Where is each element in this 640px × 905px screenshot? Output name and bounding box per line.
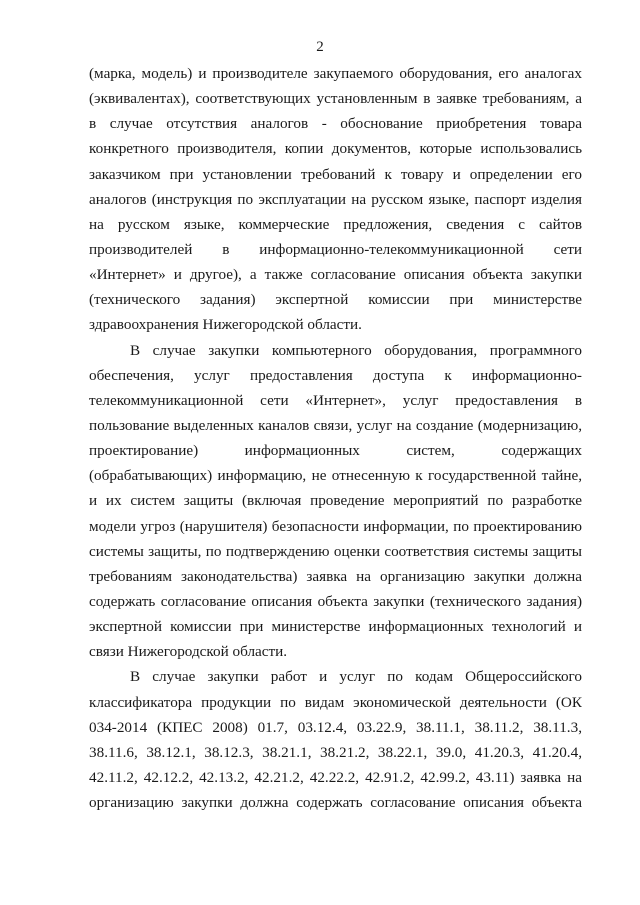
text-line: В случае закупки работ и услуг по кодам Общероссийского <box>130 668 582 686</box>
text-line: (обрабатывающих) информацию, не отнесенную к государственной тайне, <box>89 467 582 485</box>
text-line: заказчиком при установлении требований к товару и определении его <box>89 165 582 183</box>
page-number: 2 <box>316 39 324 55</box>
text-line: организацию закупки должна содержать согласование описания объекта <box>89 794 582 812</box>
text-line: здравоохранения Нижегородской области. <box>89 316 362 334</box>
text-line: на русском языке, коммерческие предложения, сведения с сайтов <box>89 215 582 233</box>
text-line: пользование выделенных каналов связи, услуг на создание (модернизацию, <box>89 416 582 434</box>
paragraph-3 <box>89 664 582 815</box>
paragraph-2 <box>89 338 582 665</box>
text-line: «Интернет» и другое), а также согласование описания объекта закупки <box>89 266 582 284</box>
text-line: обеспечения, услуг предоставления доступа к информационно- <box>89 366 582 384</box>
text-line: производителей в информационно-телекоммуникационной сети <box>89 240 582 258</box>
text-line: 034-2014 (КПЕС 2008) 01.7, 03.12.4, 03.22.9, 38.11.1, 38.11.2, 38.11.3, <box>89 718 582 736</box>
document-body <box>89 61 582 815</box>
text-line: модели угроз (нарушителя) безопасности информации, по проектированию <box>89 517 582 535</box>
text-line: экспертной комиссии при министерстве информационных технологий и <box>89 618 582 636</box>
text-line: содержать согласование описания объекта закупки (технического задания) <box>89 592 582 610</box>
text-line: (эквивалентах), соответствующих установленным в заявке требованиям, а <box>89 90 582 108</box>
text-line: аналогов (инструкция по эксплуатации на русском языке, паспорт изделия <box>89 190 582 208</box>
text-line: 38.11.6, 38.12.1, 38.12.3, 38.21.1, 38.21.2, 38.22.1, 39.0, 41.20.3, 41.20.4, <box>89 743 582 761</box>
text-line: требованиям законодательства) заявка на организацию закупки должна <box>89 567 582 585</box>
text-line: (технического задания) экспертной комиссии при министерстве <box>89 291 582 309</box>
text-line: 42.11.2, 42.12.2, 42.13.2, 42.21.2, 42.22.2, 42.91.2, 42.99.2, 43.11) заявка на <box>89 768 582 786</box>
text-line: и их систем защиты (включая проведение мероприятий по разработке <box>89 492 582 510</box>
text-line: связи Нижегородской области. <box>89 643 288 661</box>
text-line: системы защиты, по подтверждению оценки соответствия системы защиты <box>89 542 582 560</box>
text-line: телекоммуникационной сети «Интернет», услуг предоставления в <box>89 391 582 409</box>
text-line: конкретного производителя, копии документов, которые использовались <box>89 140 582 158</box>
text-line: проектирование) информационных систем, содержащих <box>89 442 582 460</box>
text-line: В случае закупки компьютерного оборудования, программного <box>130 341 582 359</box>
text-line: (марка, модель) и производителе закупаемого оборудования, его аналогах <box>89 65 582 82</box>
text-line: классификатора продукции по видам экономической деятельности (ОК <box>89 693 582 711</box>
text-line: в случае отсутствия аналогов - обоснование приобретения товара <box>89 115 582 133</box>
paragraph-1 <box>89 61 582 338</box>
